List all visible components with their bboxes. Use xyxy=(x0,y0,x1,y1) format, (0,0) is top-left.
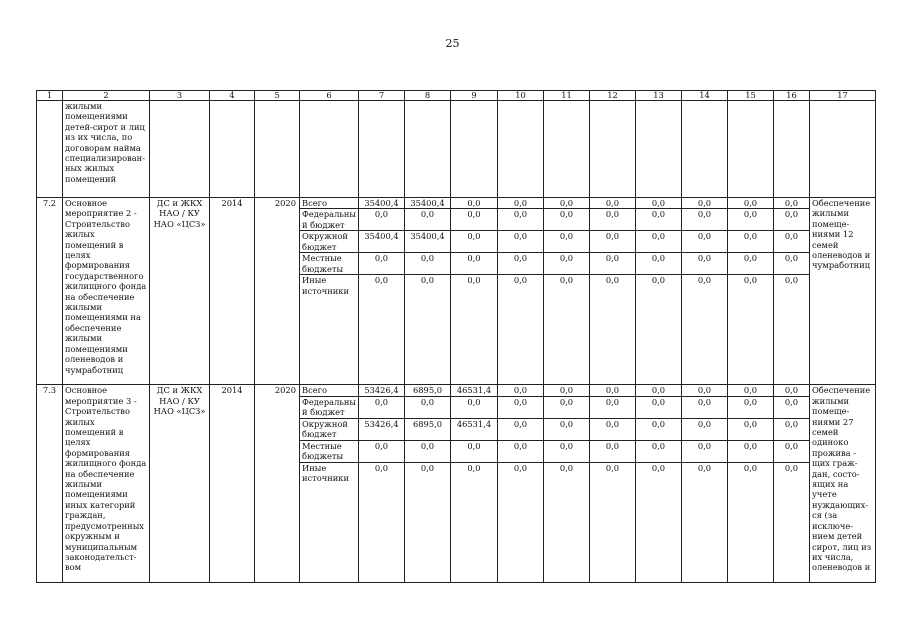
result-line: ниями 12 xyxy=(812,229,854,240)
value-cell: 0,0 xyxy=(682,209,728,231)
value-cell: 0,0 xyxy=(774,385,810,396)
value-cell: 0,0 xyxy=(682,253,728,275)
column-header: 3 xyxy=(150,91,210,101)
value-cell: 0,0 xyxy=(590,275,636,385)
name-line: окружным и xyxy=(65,531,120,542)
value-cell: 0,0 xyxy=(498,275,544,385)
value-cell: 0,0 xyxy=(728,396,774,418)
continuation-row xyxy=(37,101,876,198)
value-cell: 0,0 xyxy=(359,440,405,462)
empty-cell xyxy=(405,101,451,198)
value-cell: 0,0 xyxy=(359,209,405,231)
value-cell: 0,0 xyxy=(728,440,774,462)
value-cell: 0,0 xyxy=(544,253,590,275)
column-header: 14 xyxy=(682,91,728,101)
name-line: из их числа, по xyxy=(65,132,133,143)
name-line: предусмотренных xyxy=(65,520,144,531)
result-line: ящих на xyxy=(812,479,849,490)
value-cell: 0,0 xyxy=(774,396,810,418)
name-line: жилищного фонда xyxy=(65,458,147,469)
value-cell: 0,0 xyxy=(590,253,636,275)
empty-cell xyxy=(255,101,300,198)
value-cell: 35400,4 xyxy=(359,231,405,253)
result-line: Обеспечение xyxy=(812,385,871,396)
column-header: 12 xyxy=(590,91,636,101)
value-cell: 0,0 xyxy=(544,209,590,231)
source-label: Окружной бюджет xyxy=(300,418,359,440)
result-line: оленеводов и xyxy=(812,250,871,261)
column-header: 5 xyxy=(255,91,300,101)
name-line: Строительство xyxy=(65,406,130,417)
name-line: целях xyxy=(65,250,91,261)
value-cell: 0,0 xyxy=(544,396,590,418)
empty-cell xyxy=(636,101,682,198)
value-cell: 0,0 xyxy=(498,209,544,231)
value-cell: 0,0 xyxy=(774,209,810,231)
value-cell: 0,0 xyxy=(590,198,636,209)
result-line: ниями 27 xyxy=(812,416,854,427)
value-cell: 6895,0 xyxy=(405,385,451,396)
empty-cell xyxy=(590,101,636,198)
result xyxy=(810,385,876,582)
source-label: Федеральный бюджет xyxy=(300,396,359,418)
result xyxy=(810,198,876,385)
value-cell: 0,0 xyxy=(636,385,682,396)
result-line: семей xyxy=(812,427,839,438)
column-header: 7 xyxy=(359,91,405,101)
name-line: жилыми xyxy=(65,333,103,344)
value-cell: 0,0 xyxy=(728,253,774,275)
source-label: Федеральный бюджет xyxy=(300,209,359,231)
value-cell: 0,0 xyxy=(544,462,590,582)
value-cell: 0,0 xyxy=(498,198,544,209)
empty-cell xyxy=(498,101,544,198)
column-header: 15 xyxy=(728,91,774,101)
value-cell: 35400,4 xyxy=(405,231,451,253)
value-cell: 0,0 xyxy=(590,418,636,440)
source-label: Местные бюджеты xyxy=(300,253,359,275)
empty-cell xyxy=(359,101,405,198)
result-line: нием детей xyxy=(812,531,863,542)
value-cell: 6895,0 xyxy=(405,418,451,440)
value-cell: 0,0 xyxy=(405,440,451,462)
value-cell: 53426,4 xyxy=(359,418,405,440)
column-header: 11 xyxy=(544,91,590,101)
name-line: законодательст- xyxy=(65,551,137,562)
value-cell: 0,0 xyxy=(498,462,544,582)
value-cell: 0,0 xyxy=(451,253,498,275)
name-line: жилыми xyxy=(65,302,103,313)
column-header: 8 xyxy=(405,91,451,101)
value-cell: 0,0 xyxy=(636,209,682,231)
value-cell: 0,0 xyxy=(498,418,544,440)
value-cell: 0,0 xyxy=(451,396,498,418)
name-line: помещений в xyxy=(65,239,124,250)
value-cell: 0,0 xyxy=(682,198,728,209)
column-header: 2 xyxy=(63,91,150,101)
value-cell: 0,0 xyxy=(728,418,774,440)
row-number: 7.3 xyxy=(37,385,63,582)
value-cell: 0,0 xyxy=(405,462,451,582)
name-line: жилых xyxy=(65,416,95,427)
value-cell: 0,0 xyxy=(682,275,728,385)
empty-cell xyxy=(451,101,498,198)
value-cell: 0,0 xyxy=(451,209,498,231)
name-line: формирования xyxy=(65,447,131,458)
value-cell: 0,0 xyxy=(405,253,451,275)
value-cell: 46531,4 xyxy=(451,385,498,396)
value-cell: 0,0 xyxy=(590,209,636,231)
end-year: 2020 xyxy=(255,198,300,385)
result-line: Обеспечение xyxy=(812,198,871,208)
result-line: нуждающих- xyxy=(812,499,869,510)
result-line: жилыми xyxy=(812,395,850,406)
value-cell: 0,0 xyxy=(636,462,682,582)
result-line: помеще- xyxy=(812,218,850,229)
value-cell: 0,0 xyxy=(636,198,682,209)
value-cell: 53426,4 xyxy=(359,385,405,396)
name-line: Основное xyxy=(65,198,108,208)
name-line: жилых xyxy=(65,229,95,240)
value-cell: 0,0 xyxy=(636,275,682,385)
value-cell: 0,0 xyxy=(636,396,682,418)
value-cell: 0,0 xyxy=(636,231,682,253)
name-line: обеспечение xyxy=(65,322,122,333)
value-cell: 0,0 xyxy=(682,440,728,462)
source-label: Местные бюджеты xyxy=(300,440,359,462)
column-header: 9 xyxy=(451,91,498,101)
name-line: помещениями на xyxy=(65,312,141,323)
value-cell: 0,0 xyxy=(405,275,451,385)
end-year: 2020 xyxy=(255,385,300,582)
value-cell: 0,0 xyxy=(590,385,636,396)
value-cell: 0,0 xyxy=(405,396,451,418)
name-line: детей-сирот и лиц xyxy=(65,121,145,132)
start-year: 2014 xyxy=(210,385,255,582)
table-row xyxy=(37,385,876,396)
start-year: 2014 xyxy=(210,198,255,385)
result-line: щих граж- xyxy=(812,458,858,469)
name-line: помещениями xyxy=(65,111,128,122)
value-cell: 0,0 xyxy=(636,253,682,275)
name-line: граждан, xyxy=(65,510,106,521)
value-cell: 0,0 xyxy=(451,462,498,582)
value-cell: 0,0 xyxy=(498,396,544,418)
column-header: 4 xyxy=(210,91,255,101)
value-cell: 0,0 xyxy=(544,198,590,209)
value-cell: 0,0 xyxy=(774,275,810,385)
table-row xyxy=(37,198,876,209)
source-label: Иные источники xyxy=(300,462,359,582)
executor-line: НАО / КУ xyxy=(159,395,200,406)
result-line: оленеводов и xyxy=(812,562,871,573)
result-line: учете xyxy=(812,489,837,500)
value-cell: 0,0 xyxy=(682,418,728,440)
value-cell: 0,0 xyxy=(636,418,682,440)
name-line: ных жилых xyxy=(65,163,115,174)
source-label: Всего xyxy=(300,385,359,396)
value-cell: 0,0 xyxy=(359,462,405,582)
result-line: семей xyxy=(812,239,839,250)
name-line: жилыми xyxy=(65,101,103,111)
name-cell xyxy=(63,101,150,198)
value-cell: 35400,4 xyxy=(359,198,405,209)
value-cell: 0,0 xyxy=(636,440,682,462)
name-line: мероприятие 3 - xyxy=(65,395,137,406)
column-header: 16 xyxy=(774,91,810,101)
result-line: одиноко xyxy=(812,437,849,448)
name-line: мероприятие 2 - xyxy=(65,208,137,219)
page-number: 25 xyxy=(445,37,460,50)
empty-cell xyxy=(37,101,63,198)
value-cell: 0,0 xyxy=(774,462,810,582)
name-line: договорам найма xyxy=(65,142,141,153)
result-line: ся (за xyxy=(812,510,838,521)
value-cell: 0,0 xyxy=(728,275,774,385)
value-cell: 0,0 xyxy=(451,231,498,253)
value-cell: 0,0 xyxy=(590,462,636,582)
empty-cell xyxy=(300,101,359,198)
value-cell: 0,0 xyxy=(774,198,810,209)
value-cell: 0,0 xyxy=(544,231,590,253)
result-line: жилыми xyxy=(812,208,850,219)
name-line: оленеводов и xyxy=(65,354,124,365)
value-cell: 0,0 xyxy=(498,231,544,253)
name-line: Строительство xyxy=(65,218,130,229)
empty-cell xyxy=(544,101,590,198)
executor xyxy=(150,198,210,385)
column-header: 1 xyxy=(37,91,63,101)
header-row xyxy=(37,91,876,101)
executor-line: НАО «ЦСЗ» xyxy=(153,218,206,229)
result-line: их числа, xyxy=(812,551,854,562)
value-cell: 0,0 xyxy=(682,231,728,253)
name-line: помещениями xyxy=(65,343,128,354)
value-cell: 0,0 xyxy=(544,440,590,462)
empty-cell xyxy=(150,101,210,198)
executor-line: НАО «ЦСЗ» xyxy=(153,406,206,417)
name-line: жилыми xyxy=(65,479,103,490)
value-cell: 0,0 xyxy=(774,231,810,253)
column-header: 13 xyxy=(636,91,682,101)
empty-cell xyxy=(774,101,810,198)
name-line: на обеспечение xyxy=(65,291,135,302)
value-cell: 0,0 xyxy=(728,231,774,253)
value-cell: 0,0 xyxy=(774,253,810,275)
source-label: Всего xyxy=(300,198,359,209)
value-cell: 0,0 xyxy=(451,198,498,209)
executor-line: НАО / КУ xyxy=(159,208,200,219)
value-cell: 0,0 xyxy=(359,275,405,385)
value-cell: 0,0 xyxy=(498,385,544,396)
value-cell: 0,0 xyxy=(774,440,810,462)
empty-cell xyxy=(810,101,876,198)
executor xyxy=(150,385,210,582)
value-cell: 0,0 xyxy=(590,396,636,418)
executor-line: ДС и ЖКХ xyxy=(156,198,203,208)
value-cell: 46531,4 xyxy=(451,418,498,440)
program-table xyxy=(36,90,876,583)
source-label: Иные источники xyxy=(300,275,359,385)
measure-name xyxy=(63,198,150,385)
result-line: чумработниц xyxy=(812,260,871,271)
value-cell: 0,0 xyxy=(544,385,590,396)
measure-name xyxy=(63,385,150,582)
value-cell: 0,0 xyxy=(451,275,498,385)
value-cell: 0,0 xyxy=(774,418,810,440)
name-line: Основное xyxy=(65,385,108,396)
value-cell: 0,0 xyxy=(544,418,590,440)
source-label: Окружной бюджет xyxy=(300,231,359,253)
value-cell: 0,0 xyxy=(590,440,636,462)
value-cell: 0,0 xyxy=(451,440,498,462)
value-cell: 35400,4 xyxy=(405,198,451,209)
name-line: помещениями xyxy=(65,489,128,500)
empty-cell xyxy=(728,101,774,198)
result-line: помеще- xyxy=(812,406,850,417)
result-line: исключе- xyxy=(812,520,854,531)
name-line: иных категорий xyxy=(65,499,136,510)
row-number: 7.2 xyxy=(37,198,63,385)
value-cell: 0,0 xyxy=(544,275,590,385)
name-line: целях xyxy=(65,437,91,448)
name-line: на обеспечение xyxy=(65,468,135,479)
executor-line: ДС и ЖКХ xyxy=(156,385,203,396)
value-cell: 0,0 xyxy=(728,198,774,209)
name-line: жилищного фонда xyxy=(65,281,147,292)
result-line: сирот, лиц из xyxy=(812,541,872,552)
result-line: дан, состо- xyxy=(812,468,860,479)
name-line: помещений в xyxy=(65,427,124,438)
column-header: 6 xyxy=(300,91,359,101)
name-line: специализирован- xyxy=(65,153,146,164)
value-cell: 0,0 xyxy=(682,385,728,396)
value-cell: 0,0 xyxy=(359,253,405,275)
result-line: прожива - xyxy=(812,447,857,458)
empty-cell xyxy=(210,101,255,198)
value-cell: 0,0 xyxy=(728,385,774,396)
value-cell: 0,0 xyxy=(682,396,728,418)
value-cell: 0,0 xyxy=(590,231,636,253)
value-cell: 0,0 xyxy=(498,440,544,462)
name-line: вом xyxy=(65,562,82,573)
empty-cell xyxy=(682,101,728,198)
name-line: формирования xyxy=(65,260,131,271)
name-line: государственного xyxy=(65,270,144,281)
value-cell: 0,0 xyxy=(728,462,774,582)
name-line: муниципальным xyxy=(65,541,138,552)
value-cell: 0,0 xyxy=(359,396,405,418)
name-line: чумработниц xyxy=(65,364,124,375)
value-cell: 0,0 xyxy=(682,462,728,582)
name-line: помещений xyxy=(65,173,117,184)
column-header: 10 xyxy=(498,91,544,101)
value-cell: 0,0 xyxy=(728,209,774,231)
column-header: 17 xyxy=(810,91,876,101)
value-cell: 0,0 xyxy=(405,209,451,231)
value-cell: 0,0 xyxy=(498,253,544,275)
